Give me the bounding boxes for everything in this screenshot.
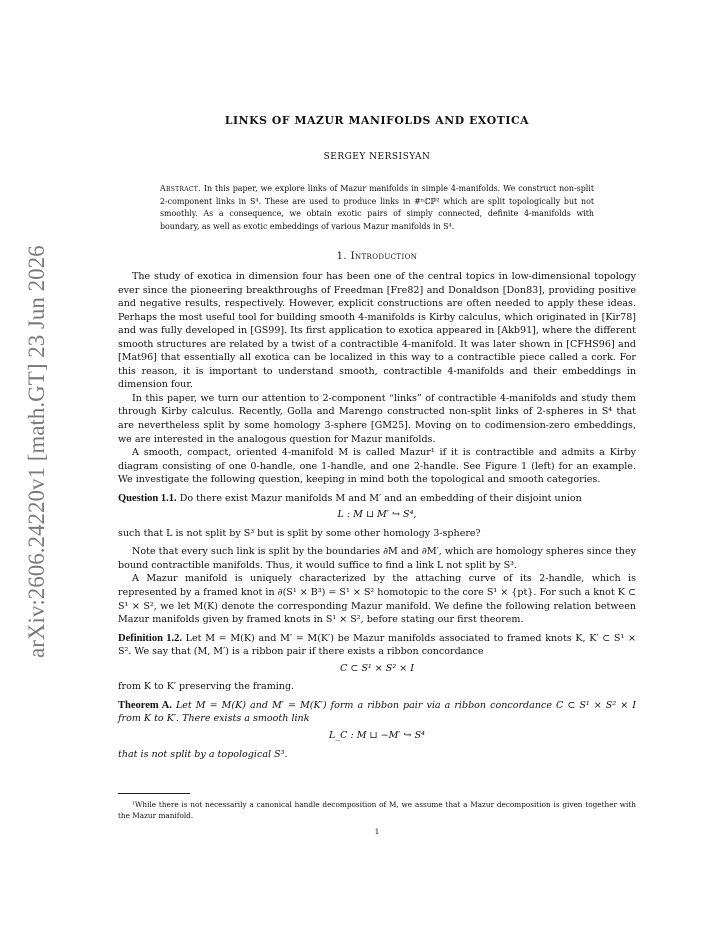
- arxiv-side-stamp: [16, 245, 56, 658]
- question-label: Question 1.1.: [118, 492, 177, 504]
- abstract-label: Abstract.: [160, 184, 201, 193]
- definition-text: Let M = M(K) and M′ = M(K′) be Mazur manifolds associated to framed knots K, K′ ⊂ S¹ × S². We say that (M, M′) is a ribbon pair if there exists a ribbon concordance: [118, 632, 636, 658]
- definition-continuation: from K to K′ preserving the framing.: [118, 681, 295, 693]
- footnote-rule: [118, 793, 190, 794]
- paragraph: A smooth, compact, oriented 4-manifold M is called Mazur¹ if it is contractible and admits a Kirby diagram consisting of one 0-handle, one 1-handle, and one 2-handle. See Figure 1 (left) for an example. We investigate the following question, keeping in mind both the topological and smooth categories.: [118, 447, 636, 486]
- display-equation: C ⊂ S¹ × S² × I: [339, 662, 415, 674]
- abstract-text: In this paper, we explore links of Mazur manifolds in simple 4-manifolds. We construct non-split 2-component links in S⁴. These are used to produce links in #ⁿℂℙ² which are split topologically but not smoothly. As a consequence, we obtain exotic pairs of simply connected, definite 4-manifolds with boundary, as well as exotic embeddings of various Mazur manifolds in S⁴.: [160, 184, 594, 231]
- display-equation: L : M ⊔ M′ ↪ S⁴,: [337, 509, 417, 521]
- definition-label: Definition 1.2.: [118, 632, 182, 644]
- display-equation: L_C : M ⊔ −M′ ↪ S⁴: [329, 729, 425, 741]
- theorem-statement: [118, 699, 636, 726]
- arxiv-identifier: arXiv:2606.24220v1 [math.GT] 23 Jun 2026: [24, 245, 49, 658]
- paragraph: In this paper, we turn our attention to 2-component “links” of contractible 4-manifolds and study them through Kirby calculus. Recently, Golla and Marengo constructed non-split links of 2-spheres in S⁴ that are nevertheless split by some homology 3-sphere [GM25]. Moving on to codimension-zero embeddings, we are interested in the analogous question for Mazur manifolds.: [118, 392, 636, 445]
- question-continuation: such that L is not split by S³ but is split by some other homology 3-sphere?: [118, 527, 481, 539]
- paragraph: Note that every such link is split by the boundaries ∂M and ∂M′, which are homology spheres since they bound contractible manifolds. Thus, it would suffice to find a link L not split by S³.: [118, 546, 636, 571]
- paragraph: The study of exotica in dimension four has been one of the central topics in low-dimensional topology ever since the pioneering breakthroughs of Freedman [Fre82] and Donaldson [Don83], providing positive and negative results, respectively. However, explicit constructions are often needed to apply these ideas. Perhaps the most useful tool for building smooth 4-manifolds is Kirby calculus, which originated in [Kir78] and was fully developed in [GS99]. Its first application to exotica appeared in [Akb91], where the different smooth structures are related by a twist of a contractible 4-manifold. It was later shown in [CFHS96] and [Mat96] that essentially all exotica can be localized in this way to a contractible piece called a cork. For this reason, it is important to understand smooth, contractible 4-manifolds and their embeddings in dimension four.: [118, 271, 636, 391]
- question-text: Do there exist Mazur manifolds M and M′ and an embedding of their disjoint union: [179, 492, 582, 504]
- paper-title: LINKS OF MAZUR MANIFOLDS AND EXOTICA: [224, 114, 530, 127]
- paragraph: A Mazur manifold is uniquely characterized by the attaching curve of its 2-handle, which is represented by a framed knot in ∂(S¹ × B³) = S¹ × S² homotopic to the core S¹ × {pt}. For such a knot K ⊂ S¹ × S², we let M(K) denote the corresponding Mazur manifold. We define the following relation between Mazur manifolds given by framed knots in S¹ × S², before stating our first theorem.: [118, 573, 636, 626]
- main-text: [118, 270, 636, 761]
- footnote: ¹While there is not necessarily a canonical handle decomposition of M, we assume that a Mazur decomposition is given together with the Mazur manifold.: [118, 800, 636, 820]
- theorem-text: Let M = M(K) and M′ = M(K′) form a ribbon pair via a ribbon concordance C ⊂ S¹ × S² × I from K to K′. There exists a smooth link: [118, 699, 637, 725]
- section-heading: 1. Introduction: [336, 251, 418, 262]
- definition-statement: [118, 632, 636, 659]
- theorem-label: Theorem A.: [118, 699, 172, 711]
- author-name: SERGEY NERSISYAN: [323, 152, 431, 162]
- question-statement: [118, 492, 636, 506]
- theorem-continuation: that is not split by a topological S³.: [118, 748, 288, 760]
- abstract: [160, 183, 594, 233]
- page-number: 1: [374, 827, 380, 836]
